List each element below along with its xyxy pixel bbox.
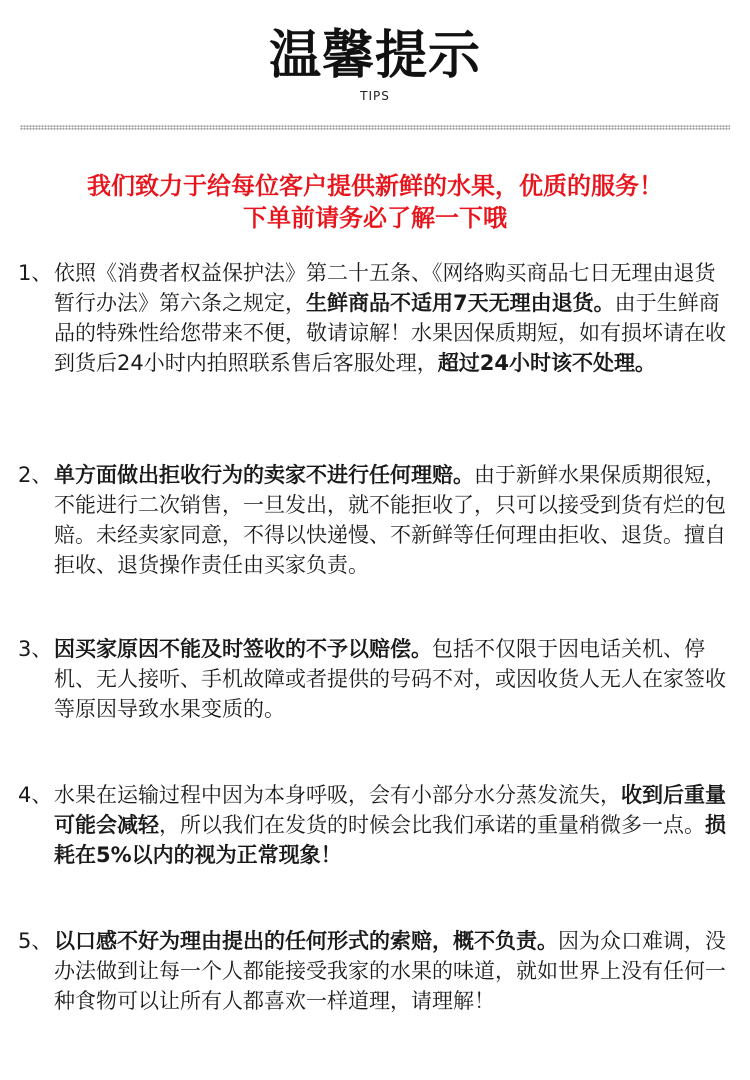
tip-text-bold: 收到后重量可能会减轻 xyxy=(54,783,726,837)
slogan-line-2: 下单前请务必了解一下哦 xyxy=(243,204,507,232)
tip-body xyxy=(54,634,730,724)
tip-body xyxy=(54,258,730,378)
tip-text: 依照《消费者权益保护法》第二十五条、《网络购买商品七日无理由退货暂行办法》第六条之规定， xyxy=(54,261,716,315)
tip-number: 5、 xyxy=(18,929,53,953)
tip-text-bold: 损耗在5%以内的视为正常现象！ xyxy=(54,813,726,867)
tip-number: 2、 xyxy=(18,463,53,487)
tip-item-3 xyxy=(18,634,730,724)
tip-body xyxy=(54,460,730,580)
tip-number: 3、 xyxy=(18,637,53,661)
tip-number: 4、 xyxy=(18,783,53,807)
tip-text: 由于新鲜水果保质期很短，不能进行二次销售，一旦发出，就不能拒收了，只可以接受到货有烂的包赔。未经卖家同意，不得以快递慢、不新鲜等任何理由拒收、退货。擅自拒收、退货操作责任由买家负责。 xyxy=(54,463,726,577)
tip-text: 水果在运输过程中因为本身呼吸，会有小部分水分蒸发流失， xyxy=(54,783,621,807)
tip-text-bold: 单方面做出拒收行为的卖家不进行任何理赔。 xyxy=(54,463,474,487)
tip-text: 由于生鲜商品的特殊性给您带来不便，敬请谅解！水果因保质期短，如有损坏请在收到货后24小时内拍照联系售后客服处理， xyxy=(54,291,726,375)
tip-text-bold: 因买家原因不能及时签收的不予以赔偿。 xyxy=(54,637,432,661)
tip-body xyxy=(54,926,730,1016)
tip-number: 1、 xyxy=(18,261,53,285)
slogan xyxy=(0,170,750,234)
tip-text-bold: 以口感不好为理由提出的任何形式的索赔，概不负责。 xyxy=(54,929,558,953)
page-title: 温馨提示 xyxy=(268,26,481,86)
tip-item-5 xyxy=(18,926,730,1016)
page-subtitle: TIPS xyxy=(360,89,390,103)
tip-text: ，所以我们在发货的时候会比我们承诺的重量稍微多一点。 xyxy=(159,813,705,837)
tip-item-2 xyxy=(18,460,730,580)
tip-item-1 xyxy=(18,258,730,378)
tip-text: 因为众口难调，没办法做到让每一个人都能接受我家的水果的味道，就如世界上没有任何一种食物可以让所有人都喜欢一样道理，请理解！ xyxy=(54,929,726,1013)
tip-text: 包括不仅限于因电话关机、停机、无人接听、手机故障或者提供的号码不对，或因收货人无人在家签收等原因导致水果变质的。 xyxy=(54,637,726,721)
tip-text-bold: 生鲜商品不适用7天无理由退货。 xyxy=(306,291,615,315)
slogan-line-1: 我们致力于给每位客户提供新鲜的水果，优质的服务！ xyxy=(87,172,663,200)
tip-item-4 xyxy=(18,780,730,870)
tip-body xyxy=(54,780,730,870)
dotted-divider xyxy=(20,125,730,130)
tip-text-bold: 超过24小时该不处理。 xyxy=(437,351,656,375)
